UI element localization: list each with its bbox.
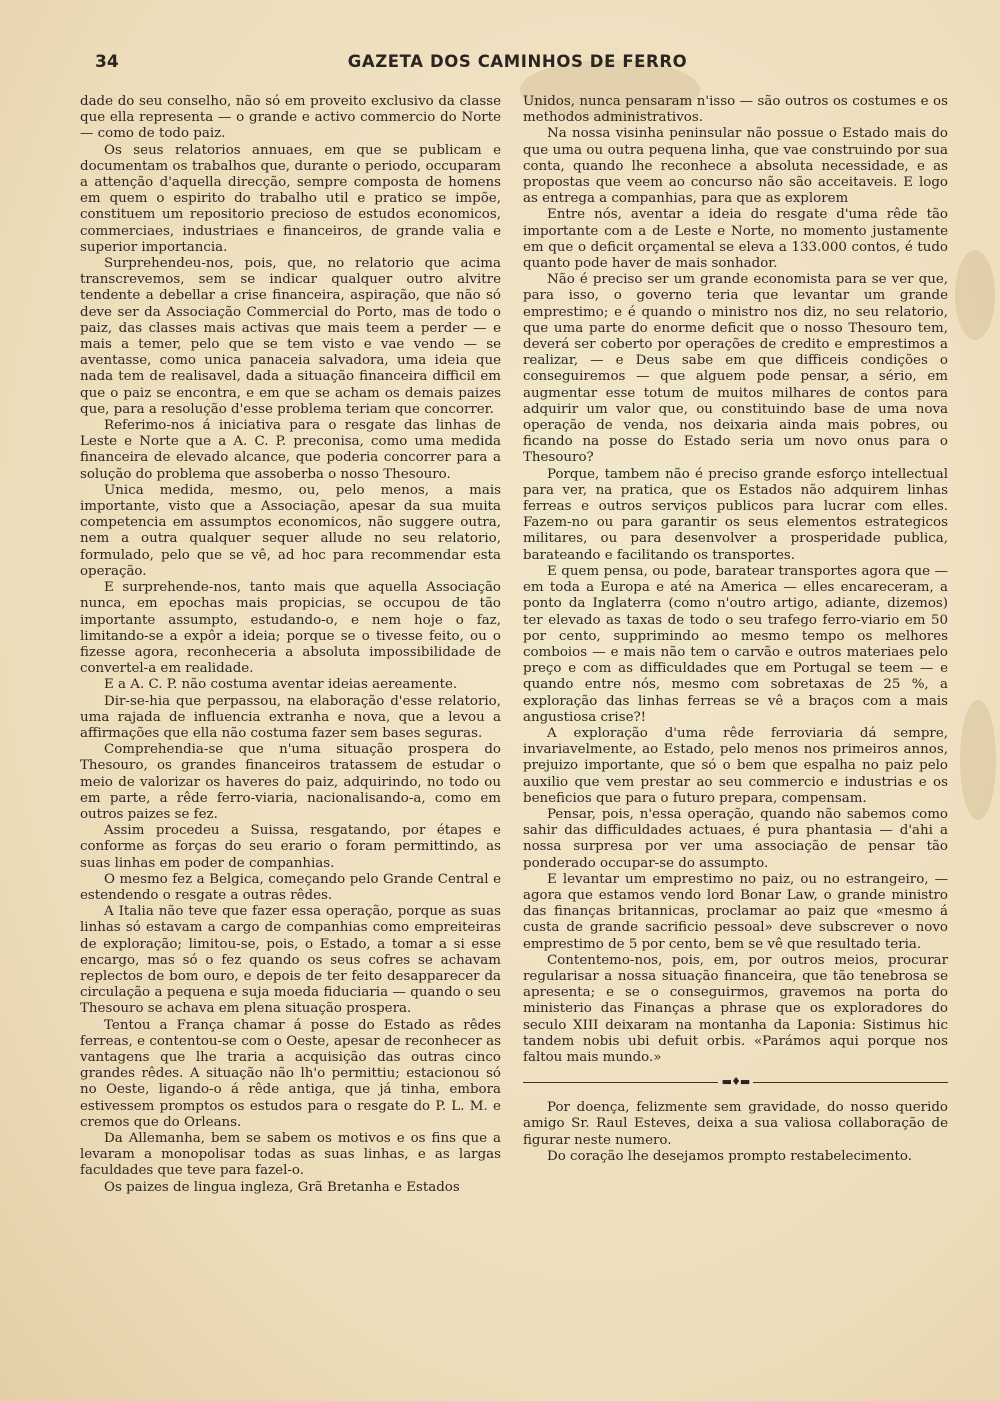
paragraph: E a A. C. P. não costuma aventar ideias aereamente. bbox=[104, 677, 458, 693]
notice-paragraph: Por doença, felizmente sem gravidade, do nosso querido amigo Sr. Raul Esteves, deixa a sua valiosa collaboração de figurar neste numero. bbox=[523, 1100, 948, 1148]
paragraph: Porque, tambem não é preciso grande esforço intellectual para ver, na pratica, que os Estados não adquirem linhas ferreas e outros serviços publicos para lucrar com elles. Fazem-no ou para garantir os seus elementos estrategicos militares, ou para desenvolver a prosperidade publica, barateando e facilitando os transportes. bbox=[523, 466, 948, 563]
paragraph: E surprehende-nos, tanto mais que aquella Associação nunca, em epochas mais propicias, se occupou de tão importante assumpto, estudando-o, e nem hoje o faz, limitando-se a expôr a ideia; porque se o tivesse feito, ou o fizesse agora, reconheceria a absoluta impossibilidade de convertel-a em realidade. bbox=[80, 580, 501, 677]
paragraph: Não é preciso ser um grande economista para se ver que, para isso, o governo teria que levantar um grande emprestimo; e é quando o ministro nos diz, no seu relatorio, que uma parte do enorme deficit que o nosso Thesouro tem, deverá ser coberto por operações de credito e emprestimos a realizar, — e Deus sabe em que difficeis condições o conseguiremos — que alguem pode pensar, a sério, em augmentar esse totum de muitos milhares de contos para adquirir um valor que, ou constituindo base de uma nova operação de venda, nos deixaria ainda mais pobres, ou ficando na posse do Estado seria um novo onus para o Thesouro? bbox=[523, 272, 948, 466]
paragraph: Dir-se-hia que perpassou, na elaboração d'esse relatorio, uma rajada de influencia extranha e nova, que a levou a affirmações que ella não costuma fazer sem bases seguras. bbox=[80, 693, 501, 741]
paragraph: A exploração d'uma rêde ferroviaria dá sempre, invariavelmente, ao Estado, pelo menos nos primeiros annos, prejuizo importante, que só o bem que espalha no paiz pelo auxilio que vem prestar ao seu commercio e industrias e os beneficios que para o futuro prepara, compensam. bbox=[523, 725, 948, 806]
paragraph: E quem pensa, ou pode, baratear transportes agora que — em toda a Europa e até na America — elles encareceram, a ponto da Inglaterra (como n'outro artigo, adiante, dizemos) ter elevado as taxas de todo o seu trafego ferro-viario em 50 por cento, supprimindo ao mesmo tempo os melhores comboios — e mais não tem o carvão e outros materiaes pelo preço e com as difficuldades que em Portugal se teem — e quando entre nós, mesmo com sobretaxas de 25 %, a exploração das linhas ferreas se vê a braços com a mais angustiosa crise?! bbox=[523, 563, 948, 725]
paragraph: Tentou a França chamar á posse do Estado as rêdes ferreas, e contentou-se com o Oeste, apesar de reconhecer as vantagens que lhe traria a acquisição das outras cinco grandes rêdes. A situação não lh'o permittiu; estacionou só no Oeste, ligando-o á rêde antiga, que já tinha, embora estivessem promptos os estudos para o resgate do P. L. M. e cremos que do Orleans. bbox=[80, 1017, 501, 1130]
paragraph: dade do seu conselho, não só em proveito exclusivo da classe que ella representa — o grande e activo commercio do Norte — como de todo paiz. bbox=[80, 94, 501, 142]
paragraph: Assim procedeu a Suissa, resgatando, por étapes e conforme as forças do seu erario o foram permittindo, as suas linhas em poder de companhias. bbox=[80, 823, 501, 871]
paragraph: Na nossa visinha peninsular não possue o Estado mais do que uma ou outra pequena linha, que vae construindo por sua conta, quando lhe reconhece a absoluta necessidade, e as propostas que veem ao concurso não são acceitaveis. E logo as entrega a companhias, para que as explorem bbox=[523, 126, 948, 207]
paragraph: Contentemo-nos, pois, em, por outros meios, procurar regularisar a nossa situação financeira, que tão tenebrosa se apresenta; e se o conseguirmos, gravemos na porta do ministerio das Finanças a phrase que os exploradores do seculo XIII deixaram na montanha da Laponia: Sistimus hic tandem nobis ubi defuit orbis. «Parámos aqui porque nos faltou mais mundo.» bbox=[523, 952, 948, 1065]
paragraph: E levantar um emprestimo no paiz, ou no estrangeiro, — agora que estamos vendo lord Bonar Law, o grande ministro das finanças britannicas, proclamar ao paiz que «mesmo á custa de grande sacrificio pessoal» deve subscrever o novo emprestimo de 5 por cento, bem se vê que resultado teria. bbox=[523, 871, 948, 952]
notice-paragraph: Do coração lhe desejamos prompto restabelecimento. bbox=[547, 1148, 912, 1164]
ornament-icon: ▬♦▬ bbox=[718, 1074, 754, 1090]
paragraph: Comprehendia-se que n'uma situação prospera do Thesouro, os grandes financeiros tratassem de estudar o meio de valorizar os haveres do paiz, adquirindo, no todo ou em parte, a rêde ferro-viaria, nacionalisando-a, como em outros paizes se fez. bbox=[80, 742, 501, 822]
section-divider bbox=[523, 1074, 948, 1090]
paragraph: Pensar, pois, n'essa operação, quando não sabemos como sahir das difficuldades actuaes, é pura phantasia — d'ahi a nossa surpresa por ver uma associação de pensar tão ponderado occupar-se do assumpto. bbox=[523, 806, 948, 871]
paragraph: Os seus relatorios annuaes, em que se publicam e documentam os trabalhos que, durante o periodo, occuparam a attenção d'aquella direcção, sempre composta de homens em quem o espirito do trabalho util e pratico se impõe, constituem um repositorio precioso de estudos economicos, commerciaes, industriaes e financeiros, de grande valia e superior importancia. bbox=[80, 142, 501, 255]
paper-stain bbox=[960, 700, 996, 820]
paragraph: A Italia não teve que fazer essa operação, porque as suas linhas só estavam a cargo de companhias como empreiteiras de exploração; limitou-se, pois, o Estado, a tomar a si esse encargo, mas só o fez quando os seus cofres se achavam replectos de bom ouro, e depois de ter feito desapparecer da circulação a pequena e suja moeda fiduciaria — quando o seu Thesouro se achava em plena situação prospera. bbox=[80, 904, 501, 1017]
paragraph: Unidos, nunca pensaram n'isso — são outros os costumes e os methodos administrativos. bbox=[523, 94, 948, 126]
paragraph: Entre nós, aventar a ideia do resgate d'uma rêde tão importante com a de Leste e Norte, no momento justamente em que o deficit orçamental se eleva a 133.000 contos, é tudo quanto pode haver de mais sonhador. bbox=[523, 207, 948, 272]
paragraph: Da Allemanha, bem se sabem os motivos e os fins que a levaram a monopolisar todas as suas linhas, e as largas faculdades que teve para fazel-o. bbox=[80, 1131, 501, 1179]
paragraph: Unica medida, mesmo, ou, pelo menos, a mais importante, visto que a Associação, apesar da sua muita competencia em assumptos economicos, não suggere outra, nem a outra qualquer sequer allude no seu relatorio, formulado, pelo que se vê, ad hoc para recommendar esta operação. bbox=[80, 482, 501, 579]
paragraph: Os paizes de lingua ingleza, Grã Bretanha e Estados bbox=[104, 1179, 460, 1195]
paragraph: O mesmo fez a Belgica, começando pelo Grande Central e estendendo o resgate a outras rêdes. bbox=[80, 871, 501, 903]
page-number: 34 bbox=[95, 52, 119, 72]
left-column bbox=[80, 94, 501, 1196]
journal-title: GAZETA DOS CAMINHOS DE FERRO bbox=[347, 52, 688, 71]
right-column bbox=[523, 94, 948, 1165]
paragraph: Surprehendeu-nos, pois, que, no relatorio que acima transcrevemos, sem se indicar qualquer outro alvitre tendente a debellar a crise financeira, aspiração, que não só deve ser da Associação Commercial do Porto, mas de todo o paiz, das classes mais activas que mais teem a perder — e mais a temer, pelo que se tem visto e vae vendo — se aventasse, como unica panaceia salvadora, uma ideia que nada tem de realisavel, dada a situação financeira difficil em que o paiz se encontra, e em que se acham os demais paizes que, para a resolução d'esse problema teriam que concorrer. bbox=[80, 256, 501, 417]
paragraph: Referimo-nos á iniciativa para o resgate das linhas de Leste e Norte que a A. C. P. preconisa, como uma medida financeira de elevado alcance, que poderia concorrer para a solução do problema que assoberba o nosso Thesouro. bbox=[80, 418, 501, 482]
paper-stain bbox=[955, 250, 995, 340]
page-header bbox=[95, 50, 940, 80]
